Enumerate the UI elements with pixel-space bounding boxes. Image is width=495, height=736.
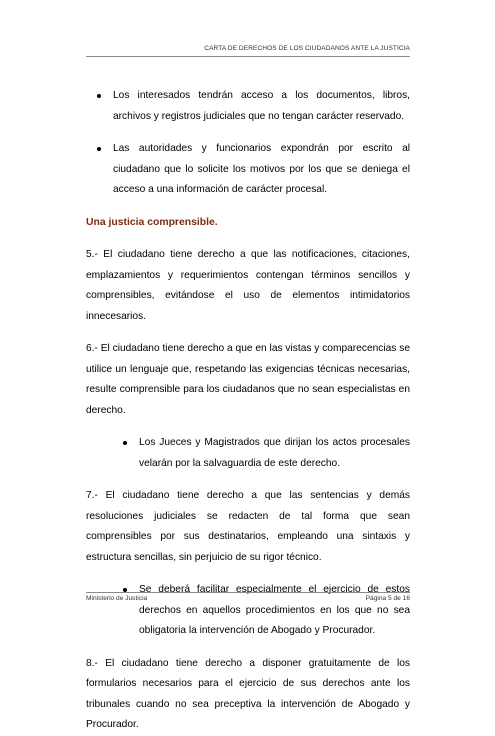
bullet-text: Los interesados tendrán acceso a los documentos, libros, archivos y registros judiciales que no tengan carácter reservado. xyxy=(113,90,410,122)
bullet-text: Las autoridades y funcionarios expondrán por escrito al ciudadano que lo solicite los motivos por los que se deniega el acceso a una información de carácter procesal. xyxy=(113,143,410,195)
header-rule xyxy=(86,56,410,57)
bullet-item xyxy=(86,86,410,127)
bullet-icon xyxy=(97,94,101,98)
footer-rule xyxy=(86,592,410,593)
bullet-item xyxy=(112,433,410,474)
running-header: CARTA DE DERECHOS DE LOS CIUDADANOS ANTE LA JUSTICIA xyxy=(204,45,410,52)
paragraph: 6.- El ciudadano tiene derecho a que en las vistas y comparecencias se utilice un lenguaje que, respetando las exigencias técnicas necesarias, resulte comprensible para los ciudadanos que no sean especialistas en derecho. xyxy=(86,343,410,416)
paragraph: 5.- El ciudadano tiene derecho a que las notificaciones, citaciones, emplazamientos y requerimientos contengan términos sencillos y comprensibles, evitándose el uso de elementos intimidatorios innecesarios. xyxy=(86,249,410,322)
bullet-text: Se deberá facilitar especialmente el ejercicio de estos derechos en aquellos procedimientos en los que no sea obligatoria la intervención de Abogado y Procurador. xyxy=(139,584,410,636)
page-body xyxy=(86,86,410,736)
bullet-text: Los Jueces y Magistrados que dirijan los actos procesales velarán por la salvaguardia de este derecho. xyxy=(139,437,410,469)
bullet-item xyxy=(112,580,410,642)
bullet-icon xyxy=(123,441,127,445)
footer-page-number: Página 5 de 16 xyxy=(365,595,410,602)
paragraph: 7.- El ciudadano tiene derecho a que las sentencias y demás resoluciones judiciales se redacten de tal forma que sean comprensibles por sus destinatarios, empleando una sintaxis y estructura sencillas, sin perjuicio de su rigor técnico. xyxy=(86,490,410,563)
bullet-icon xyxy=(97,147,101,151)
footer-ministry: Ministerio de Justicia xyxy=(86,595,148,602)
paragraph: 8.- El ciudadano tiene derecho a disponer gratuitamente de los formularios necesarios para el ejercicio de sus derechos ante los tribunales cuando no sea preceptiva la intervención de Abogado y Procurador. xyxy=(86,657,410,730)
section-heading: Una justicia comprensible. xyxy=(86,216,218,228)
bullet-item xyxy=(86,139,410,201)
